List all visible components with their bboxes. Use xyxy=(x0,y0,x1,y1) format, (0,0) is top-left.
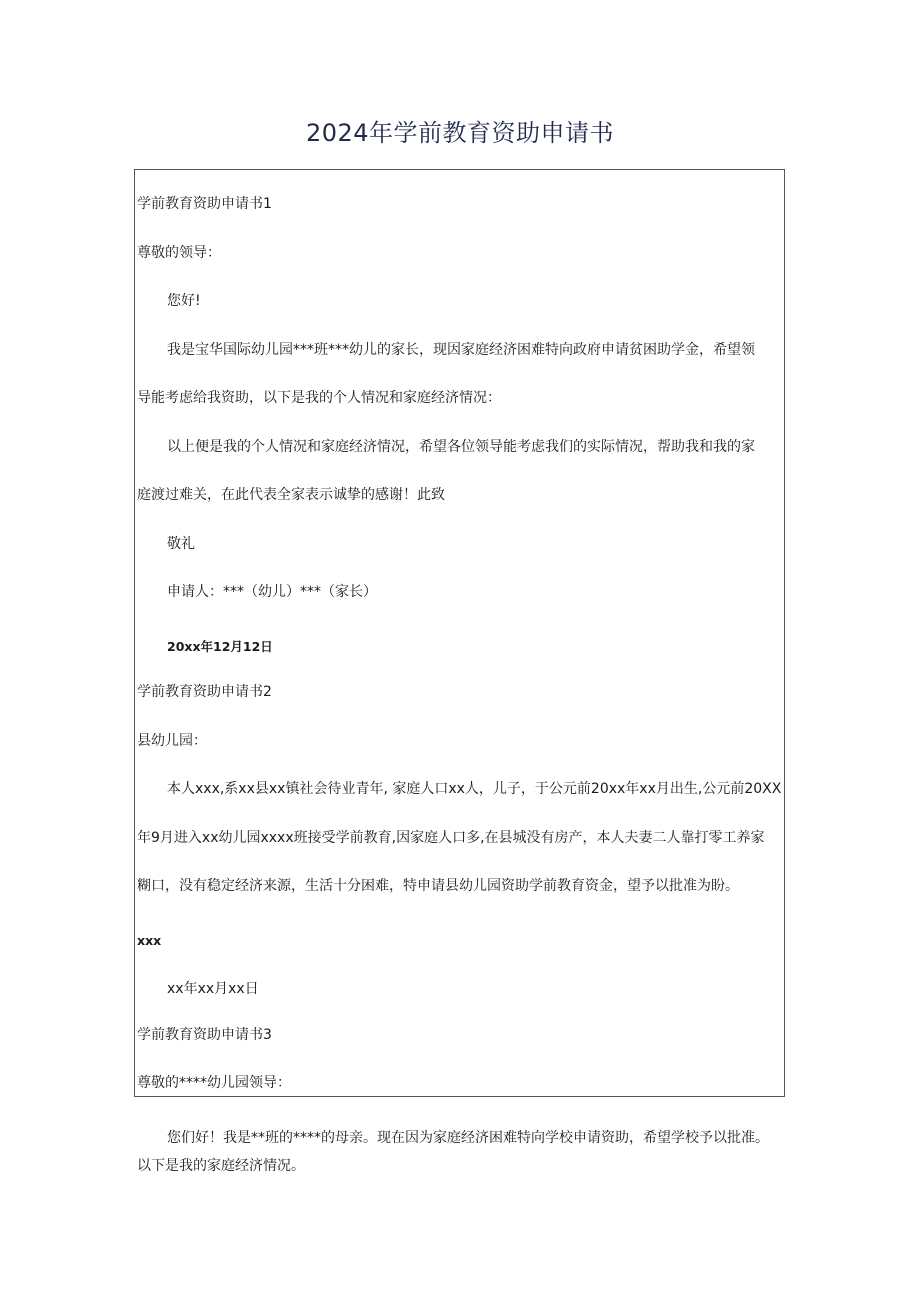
letter-1-body-line: 庭渡过难关，在此代表全家表示诚挚的感谢！此致 xyxy=(137,487,445,503)
letter-1-body-line: 以上便是我的个人情况和家庭经济情况，希望各位领导能考虑我们的实际情况，帮助我和我的家 xyxy=(167,439,755,455)
letter-2-salutation: 县幼儿园： xyxy=(137,733,207,749)
letter-1-closing: 敬礼 xyxy=(167,536,195,552)
letter-frame xyxy=(134,169,785,1097)
letter-2-body-line: 年9月进入xx幼儿园xxxx班接受学前教育,因家庭人口多,在县城没有房产，本人夫妻二人靠打零工养家 xyxy=(137,830,765,846)
letter-1-signature: 申请人：***（幼儿）***（家长） xyxy=(167,584,377,600)
letter-1-greeting: 您好! xyxy=(167,293,201,309)
letter-2-date: xx年xx月xx日 xyxy=(167,981,259,997)
letter-2-body-line: 本人xxx,系xx县xx镇社会待业青年, 家庭人口xx人，儿子，于公元前20xx年xx月出生,公元前20XX xyxy=(167,781,782,797)
letter-1-date: 20xx年12月12日 xyxy=(167,639,273,654)
letter-1-heading: 学前教育资助申请书1 xyxy=(137,196,272,212)
letter-3-body-line: 以下是我的家庭经济情况。 xyxy=(137,1158,305,1174)
document-title: 2024年学前教育资助申请书 xyxy=(305,119,615,147)
letter-1-body-line: 我是宝华国际幼儿园***班***幼儿的家长，现因家庭经济困难特向政府申请贫困助学金，希望领 xyxy=(167,342,755,358)
letter-2-heading: 学前教育资助申请书2 xyxy=(137,684,272,700)
letter-1-body-line: 导能考虑给我资助，以下是我的个人情况和家庭经济情况： xyxy=(137,390,501,406)
letter-3-body-line: 您们好！我是**班的****的母亲。现在因为家庭经济困难特向学校申请资助，希望学校予以批准。 xyxy=(167,1130,769,1146)
letter-2-signature: xxx xyxy=(137,933,162,948)
letter-2-body-line: 糊口，没有稳定经济来源，生活十分困难，特申请县幼儿园资助学前教育资金，望予以批准为盼。 xyxy=(137,878,739,894)
letter-3-heading: 学前教育资助申请书3 xyxy=(137,1027,272,1043)
letter-3-salutation: 尊敬的****幼儿园领导： xyxy=(137,1075,291,1091)
letter-1-salutation: 尊敬的领导： xyxy=(137,245,221,261)
